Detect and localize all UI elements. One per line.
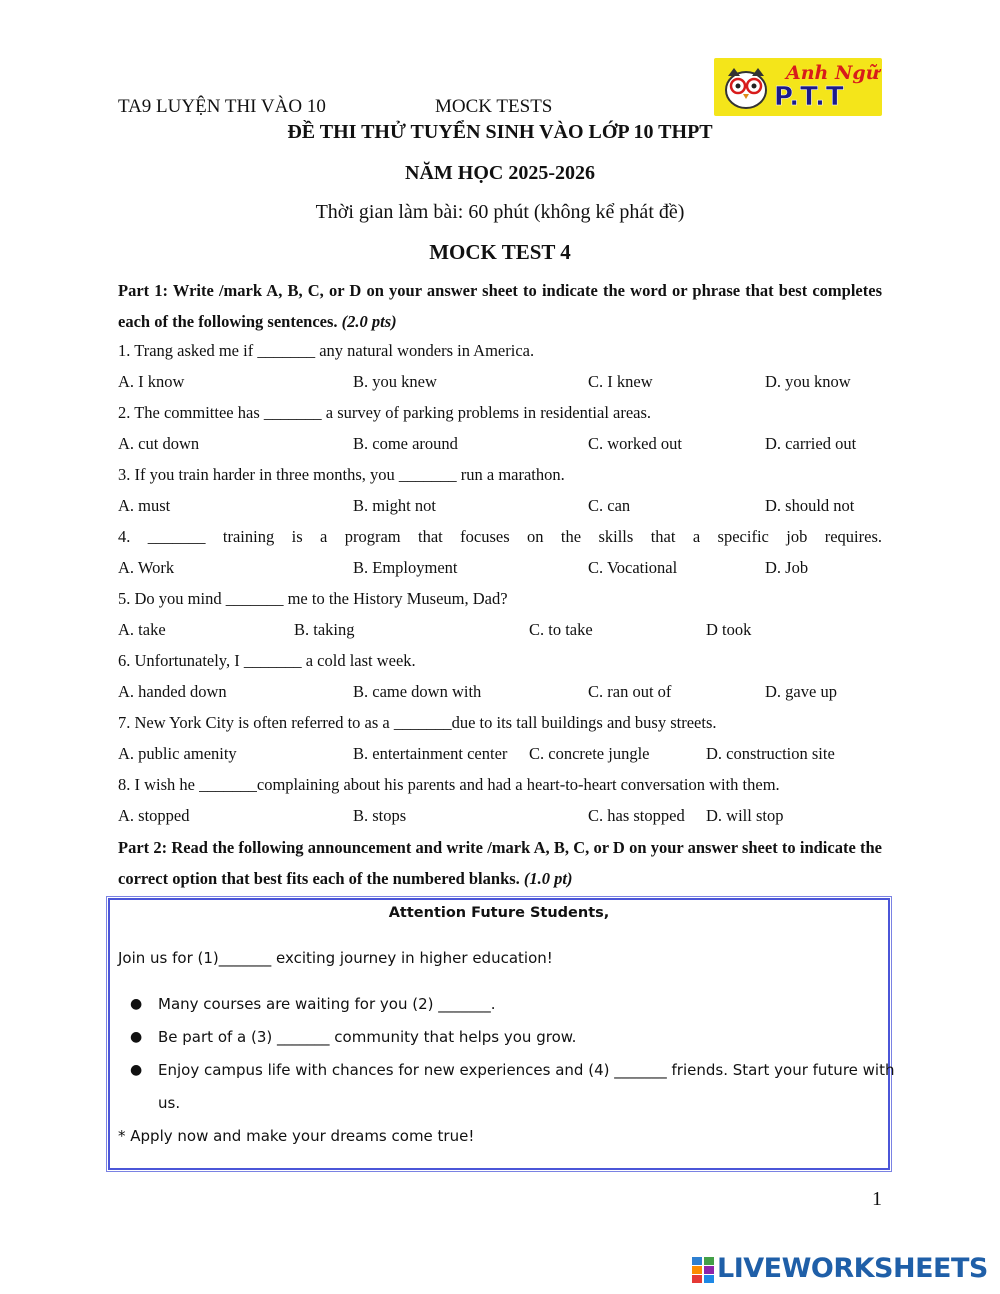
q3-option-a[interactable]: A. must <box>118 496 171 515</box>
question-1: 1. Trang asked me if _______ any natural wonders in America. <box>118 341 535 360</box>
q1-option-c[interactable]: C. I knew <box>588 372 653 391</box>
q3-option-b[interactable]: B. might not <box>353 496 436 515</box>
q8-option-c[interactable]: C. has stopped <box>588 806 685 825</box>
q3-option-d[interactable]: D. should not <box>765 496 855 515</box>
header-mock-tests: MOCK TESTS <box>435 96 553 117</box>
liveworksheets-text: LIVEWORKSHEETS <box>717 1253 988 1284</box>
part2-instruction <box>118 832 882 894</box>
question-2: 2. The committee has _______ a survey of parking problems in residential areas. <box>118 403 652 422</box>
q4-option-d[interactable]: D. Job <box>765 558 809 577</box>
q8-option-a[interactable]: A. stopped <box>118 806 190 825</box>
exam-title: ĐỀ THI THỬ TUYỂN SINH VÀO LỚP 10 THPT <box>287 121 713 143</box>
q6-option-b[interactable]: B. came down with <box>353 682 482 701</box>
q8-option-b[interactable]: B. stops <box>353 806 407 825</box>
announcement-box <box>108 898 895 1170</box>
q7-option-a[interactable]: A. public amenity <box>118 744 237 763</box>
time-allowed: Thời gian làm bài: 60 phút (không kể phát đề) <box>315 201 685 223</box>
q2-option-c[interactable]: C. worked out <box>588 434 682 453</box>
q3-option-c[interactable]: C. can <box>588 496 631 515</box>
q7-option-b[interactable]: B. entertainment center <box>353 744 508 763</box>
header-course-title: TA9 LUYỆN THI VÀO 10 <box>118 96 326 117</box>
q4-option-a[interactable]: A. Work <box>118 558 175 577</box>
announcement-footer: * Apply now and make your dreams come true! <box>118 1127 475 1145</box>
q6-option-c[interactable]: C. ran out of <box>588 682 672 701</box>
q5-option-a[interactable]: A. take <box>118 620 166 639</box>
liveworksheets-icon <box>692 1257 714 1283</box>
question-6: 6. Unfortunately, I _______ a cold last week. <box>118 651 416 670</box>
announcement-title: Attention Future Students, <box>388 905 610 921</box>
mock-test-title: MOCK TEST 4 <box>429 240 571 264</box>
q8-option-d[interactable]: D. will stop <box>706 806 784 825</box>
part1-instruction <box>118 275 882 337</box>
question-5: 5. Do you mind _______ me to the History Museum, Dad? <box>118 589 508 608</box>
part1-instruction-text: Part 1: Write /mark A, B, C, or D on your answer sheet to indicate the word or phrase that best completes each of the following sentences. <box>118 281 882 331</box>
logo-text-top: Anh Ngữ <box>786 62 880 84</box>
question-8: 8. I wish he _______complaining about his parents and had a heart-to-heart conversation with them. <box>118 775 780 794</box>
announcement-bullet-1: Many courses are waiting for you (2) _______. <box>158 995 496 1013</box>
bullet-icon: ● <box>130 996 143 1012</box>
q5-option-d[interactable]: D took <box>706 620 752 639</box>
announcement-bullet-3-cont: us. <box>158 1094 181 1112</box>
q2-option-d[interactable]: D. carried out <box>765 434 857 453</box>
q2-option-a[interactable]: A. cut down <box>118 434 200 453</box>
q6-option-a[interactable]: A. handed down <box>118 682 227 701</box>
owl-icon <box>722 64 770 110</box>
part2-instruction-text: Part 2: Read the following announcement and write /mark A, B, C, or D on your answer sheet to indicate the correct option that best fits each of the numbered blanks. <box>118 838 882 888</box>
announcement-bullet-3: Enjoy campus life with chances for new experiences and (4) _______ friends. Start your future with <box>158 1061 895 1079</box>
page-number: 1 <box>872 1188 882 1210</box>
q1-option-b[interactable]: B. you knew <box>353 372 437 391</box>
q1-option-d[interactable]: D. you know <box>765 372 851 391</box>
announcement-intro: Join us for (1)_______ exciting journey in higher education! <box>118 949 553 967</box>
q5-option-b[interactable]: B. taking <box>294 620 355 639</box>
question-7: 7. New York City is often referred to as a _______due to its tall buildings and busy streets. <box>118 713 717 732</box>
logo-text-bottom: P.T.T <box>774 82 845 112</box>
q6-option-d[interactable]: D. gave up <box>765 682 837 701</box>
q7-option-d[interactable]: D. construction site <box>706 744 835 763</box>
part1-points: (2.0 pts) <box>341 312 397 331</box>
question-4: 4. _______ training is a program that focuses on the skills that a specific job requires. <box>118 527 882 546</box>
announcement-bullet-2: Be part of a (3) _______ community that helps you grow. <box>158 1028 577 1046</box>
bullet-icon: ● <box>130 1029 143 1045</box>
q1-option-a[interactable]: A. I know <box>118 372 185 391</box>
q2-option-b[interactable]: B. come around <box>353 434 458 453</box>
school-year: NĂM HỌC 2025-2026 <box>405 162 595 184</box>
q4-option-c[interactable]: C. Vocational <box>588 558 678 577</box>
bullet-icon: ● <box>130 1062 143 1078</box>
part2-points: (1.0 pt) <box>523 869 573 888</box>
q4-option-b[interactable]: B. Employment <box>353 558 458 577</box>
brand-logo <box>714 58 882 116</box>
q5-option-c[interactable]: C. to take <box>529 620 593 639</box>
q7-option-c[interactable]: C. concrete jungle <box>529 744 650 763</box>
question-3: 3. If you train harder in three months, you _______ run a marathon. <box>118 465 565 484</box>
